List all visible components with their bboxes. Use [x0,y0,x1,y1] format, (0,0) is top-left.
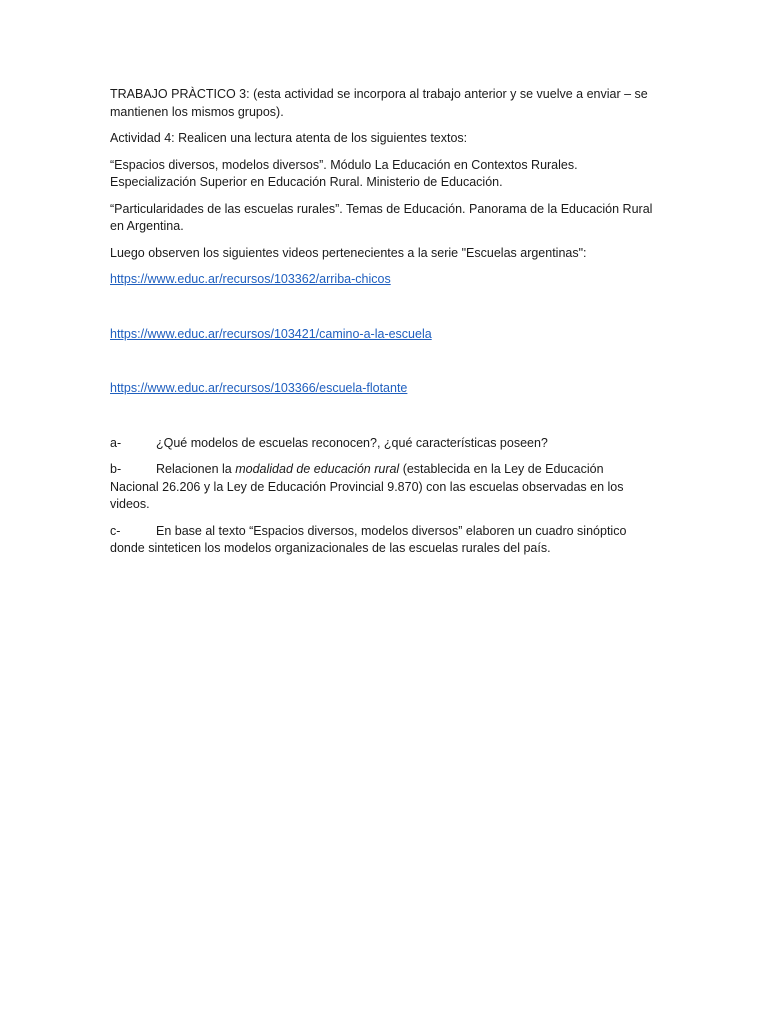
question-b-text-italic: modalidad de educación rural [235,462,400,476]
video-link-row-2 [110,326,655,344]
spacer [110,289,655,326]
video-link-row-1 [110,271,655,289]
video-link-camino-a-la-escuela[interactable]: https://www.educ.ar/recursos/103421/camino-a-la-escuela [110,326,432,341]
videos-intro: Luego observen los siguientes videos pertenecientes a la serie "Escuelas argentinas": [110,245,587,260]
question-a-marker: a- [110,435,122,450]
question-b-text-after: (establecida en la Ley de Educación Nacional 26.206 y la Ley de Educación Provincial 9.870) con las escuelas observadas en los videos. [110,462,624,511]
spacer [110,398,655,435]
question-c-marker: c- [110,523,121,538]
spacer [110,343,655,380]
question-c [110,523,655,558]
question-b-text-before: Relacionen la [156,462,236,476]
reading-text-1: “Espacios diversos, modelos diversos”. Módulo La Educación en Contextos Rurales. Especialización Superior en Educación Rural. Ministerio de Educación. [110,157,578,189]
question-a [110,435,655,453]
assignment-title: TRABAJO PRÀCTICO 3: (esta actividad se incorpora al trabajo anterior y se vuelve a enviar – se mantienen los mismos grupos). [110,87,648,119]
activity-heading: Actividad 4: Realicen una lectura atenta de los siguientes textos: [110,131,468,145]
question-b-marker: b- [110,462,122,476]
question-c-text: En base al texto “Espacios diversos, modelos diversos” elaboren un cuadro sinóptico donde sinteticen los modelos organizacionales de las escuelas rurales del país. [110,523,627,555]
reading-text-2: “Particularidades de las escuelas rurales”. Temas de Educación. Panorama de la Educación Rural en Argentina. [110,201,653,233]
document-page [110,86,655,567]
question-b [110,461,655,514]
video-link-row-3 [110,380,655,398]
video-link-escuela-flotante[interactable]: https://www.educ.ar/recursos/103366/escuela-flotante [110,381,408,395]
question-a-text: ¿Qué modelos de escuelas reconocen?, ¿qué características poseen? [156,435,548,450]
video-link-arriba-chicos[interactable]: https://www.educ.ar/recursos/103362/arriba-chicos [110,272,391,286]
